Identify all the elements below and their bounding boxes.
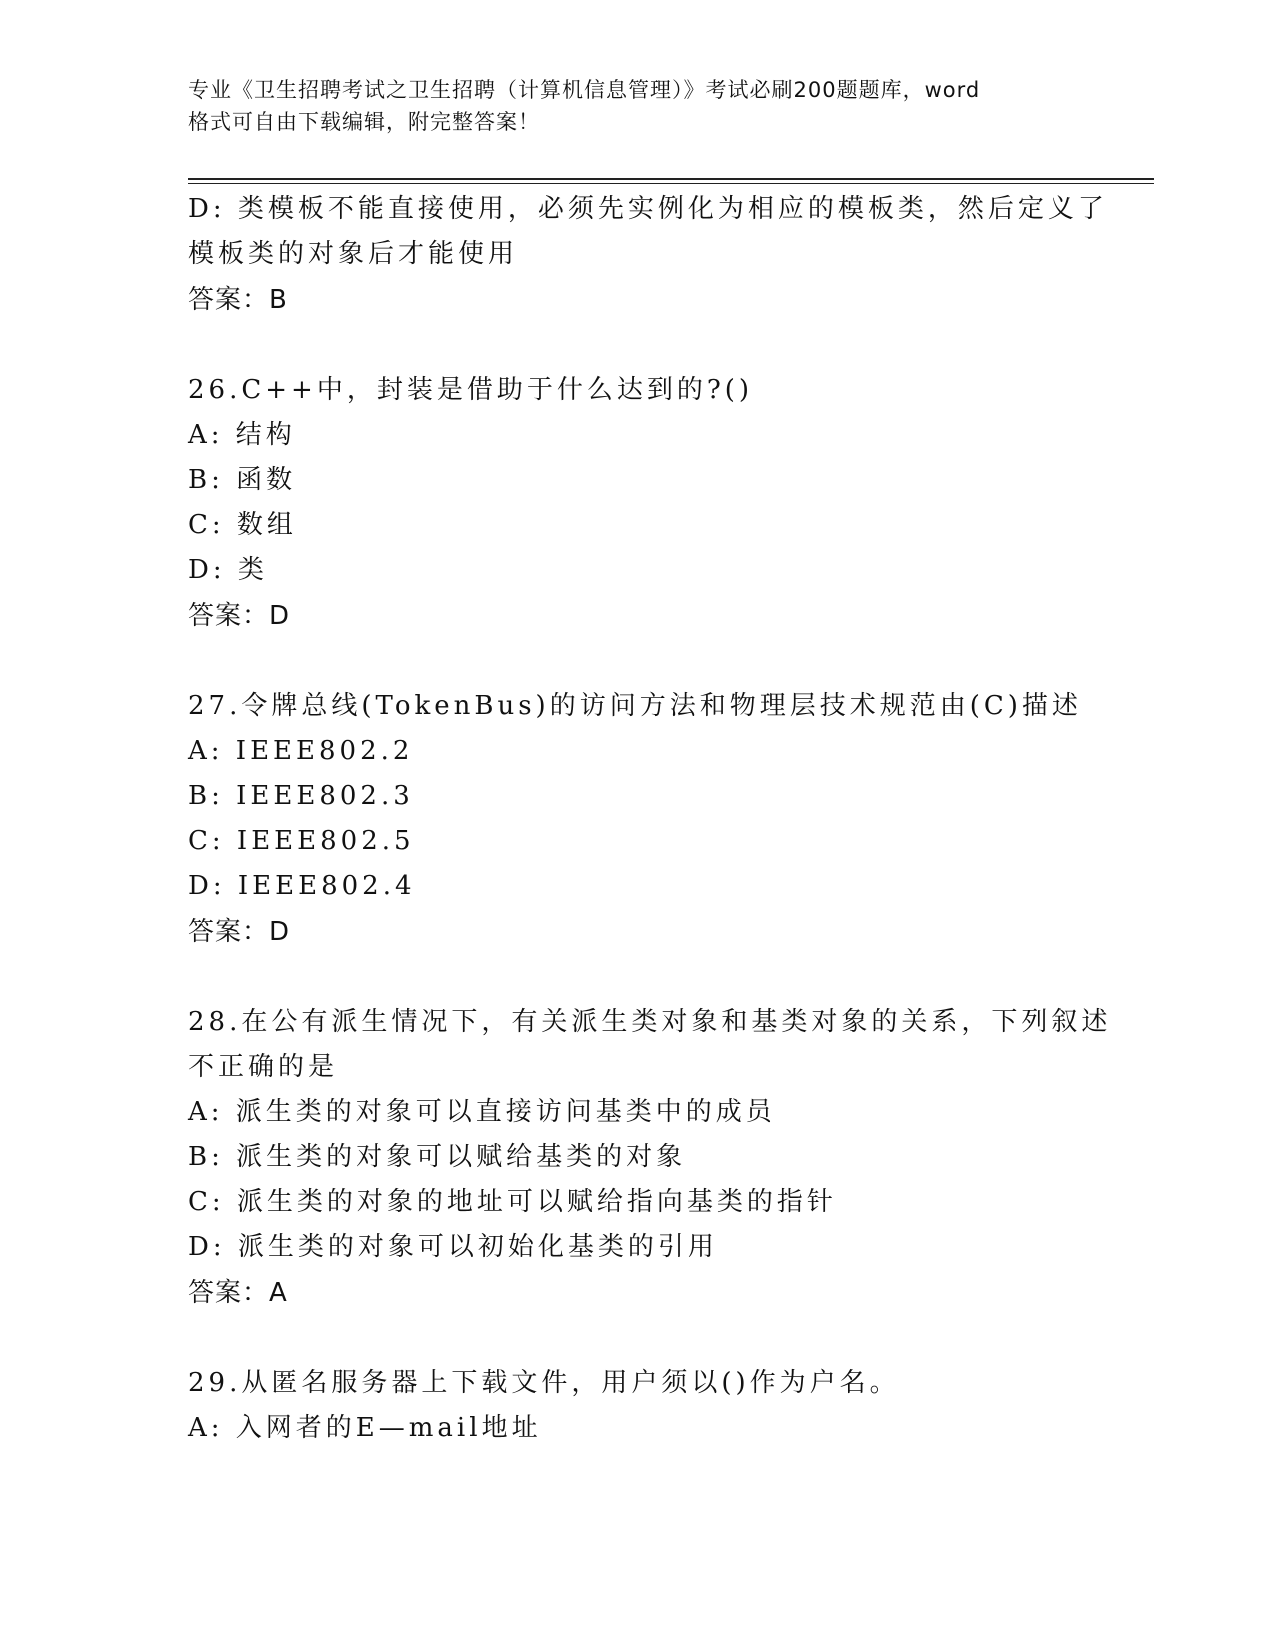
question-27: [188, 684, 1148, 955]
option-a: A: 入网者的E—mail地址: [188, 1413, 542, 1443]
header-line-1: 专业《卫生招聘考试之卫生招聘（计算机信息管理）》考试必刷200题题库，word: [188, 78, 981, 102]
header-rule-thin: [188, 183, 1154, 184]
question-26: [188, 368, 1148, 639]
question-stem: 26.C++中，封装是借助于什么达到的?(): [188, 375, 754, 405]
option-d: D: IEEE802.4: [188, 871, 416, 901]
option-b: B: 派生类的对象可以赋给基类的对象: [188, 1142, 687, 1172]
option-b: B: IEEE802.3: [188, 781, 414, 811]
header-line-2: 格式可自由下载编辑，附完整答案！: [188, 110, 540, 134]
option-d: D: 派生类的对象可以初始化基类的引用: [188, 1232, 718, 1262]
answer: 答案：D: [188, 917, 291, 947]
option-c: C: 派生类的对象的地址可以赋给指向基类的指针: [188, 1187, 837, 1217]
page-header: [188, 74, 1108, 138]
spacer: [188, 955, 1148, 1000]
option-d: D: 类: [188, 555, 268, 585]
spacer: [188, 639, 1148, 684]
option-a: A: 结构: [188, 420, 296, 450]
spacer: [188, 1316, 1148, 1361]
previous-question-tail: [188, 187, 1148, 323]
option-d: D: 类模板不能直接使用，必须先实例化为相应的模板类，然后定义了: [188, 194, 1108, 224]
option-a: A: IEEE802.2: [188, 736, 414, 766]
answer: 答案：B: [188, 285, 288, 315]
question-29: [188, 1361, 1148, 1451]
answer: 答案：D: [188, 601, 291, 631]
option-d-continued: 模板类的对象后才能使用: [188, 239, 519, 269]
question-28: [188, 1000, 1148, 1316]
spacer: [188, 323, 1148, 368]
question-stem: 29.从匿名服务器上下载文件，用户须以()作为户名。: [188, 1368, 900, 1398]
option-c: C: IEEE802.5: [188, 826, 415, 856]
question-stem-continued: 不正确的是: [188, 1052, 339, 1082]
option-c: C: 数组: [188, 510, 297, 540]
question-stem: 27.令牌总线(TokenBus)的访问方法和物理层技术规范由(C)描述: [188, 691, 1082, 721]
header-rule-thick: [188, 178, 1154, 180]
option-b: B: 函数: [188, 465, 297, 495]
option-a: A: 派生类的对象可以直接访问基类中的成员: [188, 1097, 776, 1127]
question-stem: 28.在公有派生情况下，有关派生类对象和基类对象的关系，下列叙述: [188, 1007, 1112, 1037]
answer: 答案：A: [188, 1278, 288, 1308]
question-list: [188, 187, 1148, 1451]
